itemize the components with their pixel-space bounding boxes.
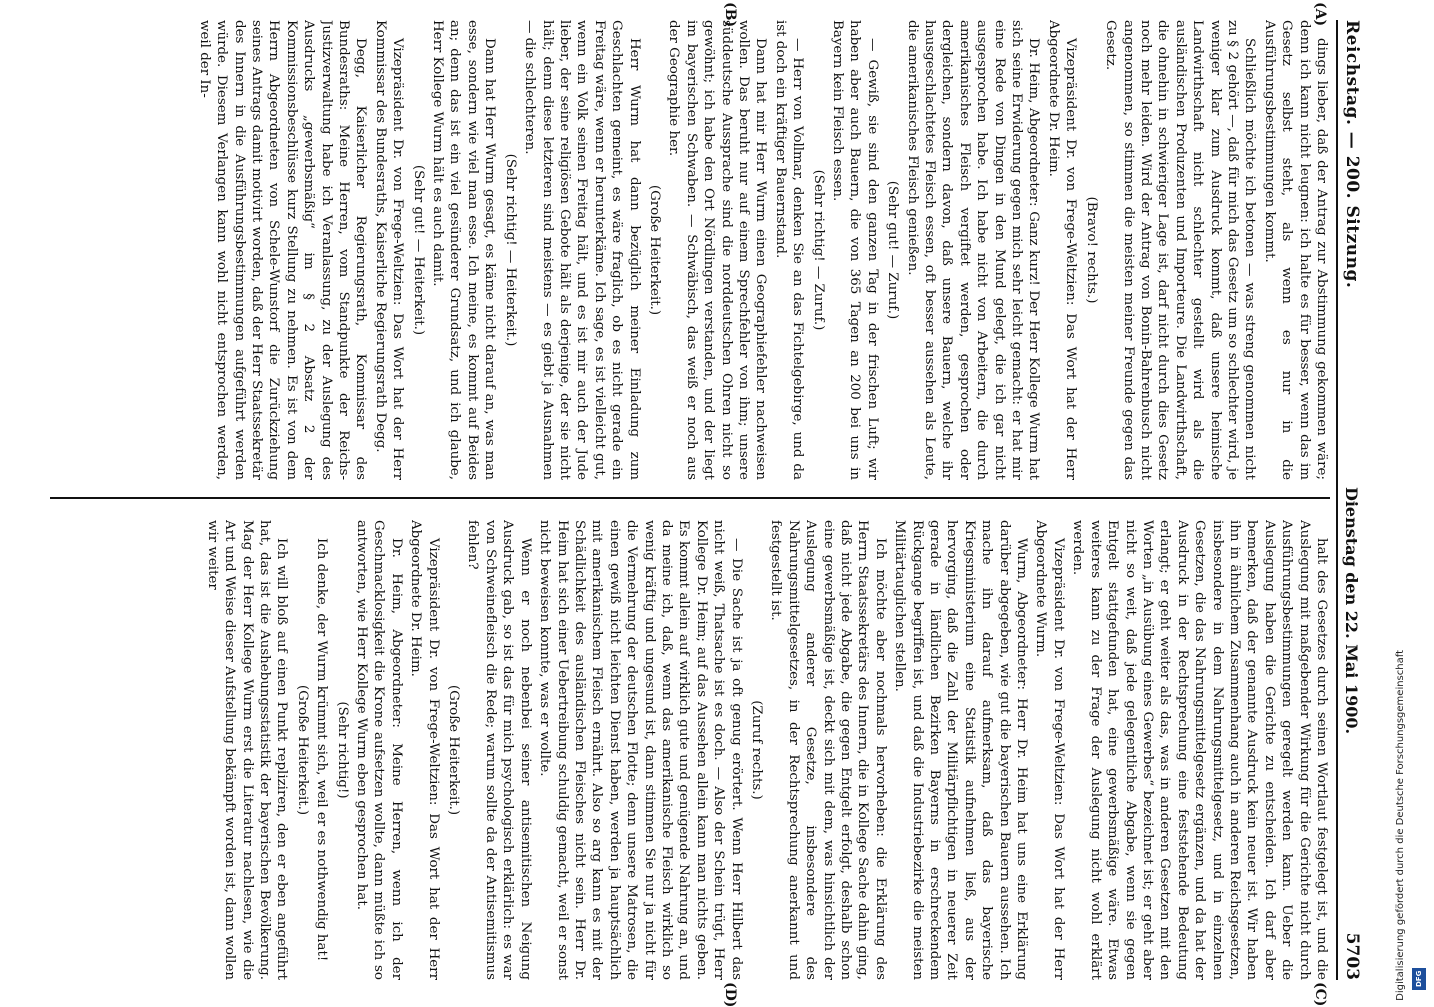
rotated-document-page: [28, 0, 1378, 1007]
paragraph: (Sehr richtig! — Heiterkeit.): [502, 153, 518, 347]
paragraph: Dr. Heim, Abgeordneter: Meine Herren, wenn ich der Geschmacklosigkeit die Krone aufsetzen wollte, dann müßte ich so antworten, wie Herr Kollege Wurm eben gesprochen hat.: [354, 520, 404, 980]
paragraph: Degg, Kaiserlicher Regierungsrath, Kommissar des Bundesraths: Meine Herren, vom Standpunkte der Reichs-Justizverwaltung habe ich Veranlassung, zu der Auslegung des Ausdrucks „gewerbsmäßig“ im § 2 Absatz 2 der Kommissionsbeschlüsse kurz Stellung zu nehmen. Es ist von dem Herrn Abgeordneten von Schele-Wunstorf die Zurückziehung seines Antrags damit motivirt worden, daß der Herr Staatssekretär des Innern in die Ausführungsbestimmungen aufgeführt werden würde. Diesem Verlangen kann wohl nicht entsprochen werden, weil der In-: [196, 20, 369, 480]
header-title: Reichstag. — 200. Sitzung.: [1342, 20, 1362, 289]
paragraph: (Bravo! rechts.): [1083, 196, 1099, 304]
digitization-note: Digitalisierung gefördert durch die Deutsche Forschungsgemeinschaft: [1395, 650, 1406, 1001]
paragraph: Vizepräsident Dr. von Frege-Weltzien: Das Wort hat der Herr Abgeordnete Dr. Heim.: [408, 520, 441, 980]
paragraph: Dr. Heim, Abgeordneter: Ganz kurz! Der Herr Kollege Wurm hat sich seine Erwiderung gegen mich sehr leicht gemacht: er hat mir eine Rede von Dingen in den Mund gelegt, die ich gar nicht ausgesprochen habe. Ich habe nicht von Arbeitern, die durch amerikanisches Fleisch vergiftet werden, gesprochen oder dergleichen, sondern davon, daß unsere Bauern, welche ihr hausgeschlachtetes Fleisch essen, oft besser aussehen als Leute, die amerikanisches Fleisch genießen.: [904, 20, 1042, 480]
paragraph: — Die Sache ist ja oft genug erörtert. Wenn Herr Hilbert das nicht weiß, Thatsache ist es doch. — Also der Schein trügt, Herr Kollege Dr. Heim; auf das Aussehen allein kann man nichts geben. Es kommt allein auf wirklich gute und genügende Nahrung an, und da meine ich, daß, wenn das amerikanische Fleisch wirklich so wenig kräftig und ungesund ist, dann stimmen Sie nur ja nicht für die Vermehrung der deutschen Flotte; denn unsere Matrosen, die einen gewiß nicht leichten Dienst haben, werden ja hauptsächlich mit amerikanischem Fleisch ernährt. Also so arg kann es mit der Schädlichkeit des ausländischen Fleisches nicht sein. Herr Dr. Heim hat sich einer Uebertreibung schuldig gemacht, weil er sonst nicht beweisen konnte, was er wollte.: [537, 520, 744, 980]
paragraph: (Sehr gut! — Zuruf.): [885, 180, 901, 320]
paragraph: Ich möchte aber nochmals hervorheben: die Erklärung des Herrn Staatssekretärs des Innern, die in Kollege Sache dahin ging, daß nicht jede Abgabe, die gegen Entgelt erfolgt, deshalb schon eine gewerbsmäßige ist, deckt sich mit dem, was hinsichtlich der Auslegung anderer Gesetze, insbesondere des Nahrungsmittelgesetzes, in der Rechtsprechung anerkannt und festgestellt ist.: [768, 520, 888, 980]
column-divider: [50, 497, 1330, 499]
paragraph: (Sehr richtig! — Zuruf.): [810, 169, 826, 331]
header-date: Dienstag den 22. Mai 1900.: [1342, 486, 1361, 735]
paragraph: (Große Heiterkeit.): [294, 684, 310, 816]
paragraph: halt des Gesetzes durch seinen Wortlaut festgelegt ist, und die Auslegung mit maßgebender Wirkung für die Gerichte nicht durch Ausführungsbestimmungen geregelt werden kann. Ueber die Auslegung haben die Gerichte zu entscheiden. Ich darf aber bemerken, daß der genannte Ausdruck kein neuer ist. Wir haben ihn in ähnlichem Zusammenhang auch in anderen Reichsgesetzen, insbesondere in dem Nahrungsmittelgesetz, und in einzelnen Gesetzen, die das Nahrungsmittelgesetz ergänzen, und da hat der Ausdruck in der Rechtsprechung eine feststehende Bedeutung erlangt; er geht weiter als das, was in anderen Gesetzen mit den Worten „in Ausübung eines Gewerbes“ bezeichnet ist; er geht aber nicht so weit, daß jede gelegentliche Abgabe, wenn sie gegen Entgelt stattgefunden hat, eine gewerbsmäßige wäre. Etwas weiteres kann zu der Frage der Auslegung nicht wohl erklärt werden.: [1070, 520, 1329, 980]
margin-mark-a: (A): [1312, 2, 1328, 27]
margin-mark-c: (C): [1312, 982, 1328, 1007]
margin-mark-b: (B): [722, 2, 738, 28]
paragraph: — Gewiß, sie sind den ganzen Tag in der frischen Luft; wir haben aber auch Bauern, die von 365 Tagen an 200 bei uns in Bayern kein Fleisch essen.: [830, 20, 880, 480]
paragraph: Dann hat mir Herr Wurm einen Geographiefehler nachweisen wollen. Das beruht nur auf einem Sprechfehler von ihm; unsere süddeutsche Aussprache sind die norddeutschen Ohren nicht so gewöhnt; ich habe den Ort Nördlingen verstanden, und der liegt im bayerischen Schwaben. — Schwäbisch, das weiß er noch aus der Geographie her.: [666, 20, 769, 480]
right-text-column: [40, 520, 1330, 980]
paragraph: (Große Heiterkeit.): [646, 184, 662, 316]
paragraph: (Sehr gut! — Heiterkeit.): [410, 164, 426, 336]
paragraph: — Herr von Vollmar, denken Sie an das Fichtelgebirge, und da ist doch ein kräftiger Bauernstand.: [772, 20, 806, 480]
paragraph: dings lieber, daß der Antrag zur Abstimmung gekommen wäre; denn ich kann nicht leugnen: ich halte es für besser, wenn das im Gesetz selbst steht, als wenn es nur in die Ausführungsbestimmungen kommt.: [1261, 20, 1329, 480]
paragraph: (Zuruf rechts.): [749, 700, 764, 800]
paragraph: Ich will bloß auf einen Punkt repliziren, den er eben angeführt hat, das ist die Aushebungsstatistik der bayerischen Bevölkerung. Mag der Herr Kollege Wurm erst die Literatur nachlesen, wie die Art und Weise dieser Aufstellung bekämpft worden ist, dann wollen wir weiter: [204, 520, 290, 980]
margin-mark-d: (D): [722, 982, 738, 1007]
paragraph: (Große Heiterkeit.): [446, 684, 462, 816]
paragraph: Herr Wurm hat dann bezüglich meiner Einladung zum Geschlachten gemeint, es wäre fraglich, ob es nicht gerade ein Freitag wäre, wenn er herunterkäme. Ich sage, es ist vielleicht gut, wenn ein Volk seinen Freitag hält, und es ist mir auch der Jude lieber, der seine religiösen Gebote hält als derjenige, der sie nicht hält; denn diese letzteren sind meistens — es giebt ja Ausnahmen — die schlechteren.: [522, 20, 642, 480]
paragraph: Dann hat Herr Wurm gesagt, es käme nicht darauf an, was man esse, sondern wie viel man esse. Ich meine, es kommt auf Beides an; denn das ist ein viel gesünderer Grundsatz, und ich glaube, Herr Kollege Wurm hält es auch damit.: [430, 20, 498, 480]
paragraph: Wurm, Abgeordneter: Herr Dr. Heim hat uns eine Erklärung darüber abgegeben, wie gut die bayerischen Bauern aussehen. Ich mache ihn darauf aufmerksam, daß das bayerische Kriegsministerium eine Statistik aufnehmen ließ, aus der hervorging, daß die Zahl der Militärpflichtigen in neuerer Zeit gerade in ländlichen Bezirken Bayerns in erschreckendem Rückgange begriffen ist, und daß die Industriebezirke die meisten Militärtauglichen stellen.: [892, 520, 1030, 980]
left-text-column: [40, 20, 1330, 480]
paragraph: (Sehr richtig!): [334, 701, 350, 799]
paragraph: Vizepräsident Dr. von Frege-Weltzien: Das Wort hat der Herr Kommissar des Bundesraths, Kaiserliche Regierungsrath Degg.: [372, 20, 406, 480]
paragraph: Vizepräsident Dr. von Frege-Weltzien: Das Wort hat der Herr Abgeordnete Dr. Heim.: [1045, 20, 1079, 480]
page-header: [1336, 20, 1372, 980]
paragraph: Vizepräsident Dr. von Frege-Weltzien: Das Wort hat der Herr Abgeordnete Wurm.: [1033, 520, 1066, 980]
page-number: 5703: [1342, 932, 1362, 980]
paragraph: Wenn er noch nebenbei seiner antisemitischen Neigung Ausdruck gab, so ist das für mich psychologisch erklärlich: es war von Schweinefleisch die Rede; warum sollte da der Antisemitismus fehlen?: [465, 520, 533, 980]
paragraph: Ich denke, der Wurm krümmt sich, weil er es nothwendig hat!: [314, 538, 330, 962]
paragraph: Schließlich möchte ich betonen — was streng genommen nicht zu § 2 gehört —, daß für mich das Gesetz um so schlechter wird, je weniger klar zum Ausdruck kommt, daß unsere heimische Landwirthschaft nicht schlechter gestellt wird als die ausländischen Produzenten und Importeure. Die Landwirthschaft, die ohnehin in schwieriger Lage ist, darf nicht durch dies Gesetz noch mehr leiden. Wird der Antrag von Bonin-Bahrenbusch nicht angenommen, so stimmen die meisten meiner Freunde gegen das Gesetz.: [1103, 20, 1258, 480]
dfg-logo: DFG: [1412, 968, 1426, 990]
